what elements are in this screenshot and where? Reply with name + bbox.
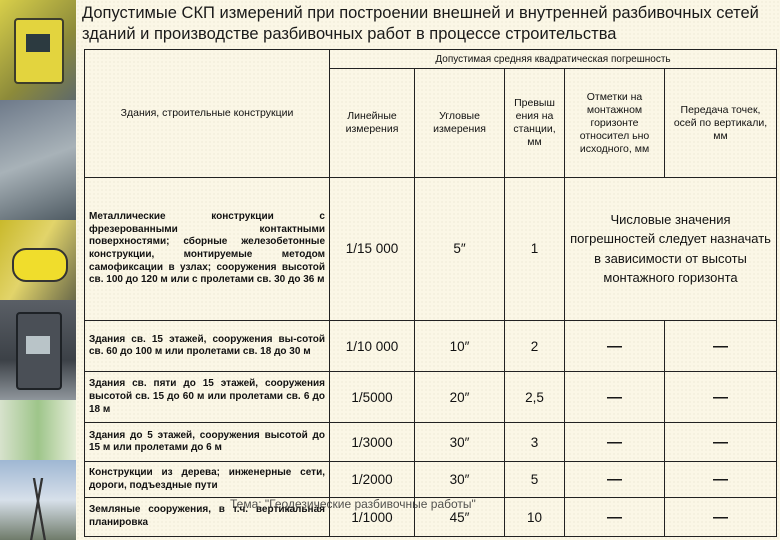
row-description: Здания св. пяти до 15 этажей, сооружения высотой св. 15 до 60 м или пролетами св. 6 до 18 м xyxy=(85,372,330,423)
marks-value: — xyxy=(565,423,665,462)
table-row xyxy=(85,462,777,498)
linear-value: 1/3000 xyxy=(330,423,415,462)
elevation-value: 10 xyxy=(505,498,565,537)
transfer-value: — xyxy=(665,498,777,537)
header-linear: Линейные измерения xyxy=(330,69,415,177)
header-group: Допустимая средняя квадратическая погрешность xyxy=(330,50,777,69)
row-description: Здания до 5 этажей, сооружения высотой до 15 м или пролетами до 6 м xyxy=(85,423,330,462)
instrument-icon xyxy=(14,18,64,84)
aerial-city-photo xyxy=(0,100,76,220)
angular-value: 30″ xyxy=(415,462,505,498)
linear-value: 1/15 000 xyxy=(330,177,415,320)
transfer-value: — xyxy=(665,462,777,498)
marks-value: — xyxy=(565,462,665,498)
linear-value: 1/1000 xyxy=(330,498,415,537)
slide-title: Допустимые СКП измерений при построении внешней и внутренней разбивочных сетей зданий и производстве разбивочных работ в процессе строительства xyxy=(82,4,759,43)
site-plan-image xyxy=(0,400,76,460)
elevation-value: 1 xyxy=(505,177,565,320)
tolerance-table xyxy=(84,49,777,537)
angular-value: 5″ xyxy=(415,177,505,320)
linear-value: 1/5000 xyxy=(330,372,415,423)
header-angular: Угловые измерения xyxy=(415,69,505,177)
topic-watermark: Тема: "Геодезические разбивочные работы" xyxy=(230,497,476,511)
marks-value: — xyxy=(565,321,665,372)
linear-value: 1/10 000 xyxy=(330,321,415,372)
row-description: Земляные сооружения, в т.ч. вертикальная планировка xyxy=(85,498,330,537)
row-description: Конструкции из дерева; инженерные сети, дороги, подъездные пути xyxy=(85,462,330,498)
elevation-value: 5 xyxy=(505,462,565,498)
table-row xyxy=(85,372,777,423)
angular-value: 30″ xyxy=(415,423,505,462)
header-elevation: Превыш ения на станции, мм xyxy=(505,69,565,177)
elevation-value: 2,5 xyxy=(505,372,565,423)
theodolite-icon xyxy=(16,312,62,390)
linear-value: 1/2000 xyxy=(330,462,415,498)
level-icon xyxy=(12,248,68,282)
table-row xyxy=(85,177,777,320)
transfer-value: — xyxy=(665,423,777,462)
transfer-value: — xyxy=(665,321,777,372)
angular-value: 10″ xyxy=(415,321,505,372)
table-row xyxy=(85,321,777,372)
transfer-value: — xyxy=(665,372,777,423)
marks-value: — xyxy=(565,498,665,537)
table-row xyxy=(85,423,777,462)
header-marks: Отметки на монтажном горизонте относител ьно исходного, мм xyxy=(565,69,665,177)
elevation-value: 2 xyxy=(505,321,565,372)
left-photo-strip xyxy=(0,0,76,540)
row-description: Металлические конструкции с фрезерованными контактными поверхностями; сборные железобетонные конструкции, монтируемые методом самофиксации в узлах; сооружения высотой св. 100 до 120 м или с пролетами св. 30 до 36 м xyxy=(85,177,330,320)
header-structures: Здания, строительные конструкции xyxy=(85,50,330,178)
marks-value: — xyxy=(565,372,665,423)
tripod-icon xyxy=(20,478,56,540)
angular-value: 45″ xyxy=(415,498,505,537)
angular-value: 20″ xyxy=(415,372,505,423)
note-cell: Числовые значения погрешностей следует назначать в зависимости от высоты монтажного горизонта xyxy=(565,177,777,320)
elevation-value: 3 xyxy=(505,423,565,462)
header-transfer: Передача точек, осей по вертикали, мм xyxy=(665,69,777,177)
row-description: Здания св. 15 этажей, сооружения вы-сотой св. 60 до 100 м или пролетами св. 18 до 30 м xyxy=(85,321,330,372)
